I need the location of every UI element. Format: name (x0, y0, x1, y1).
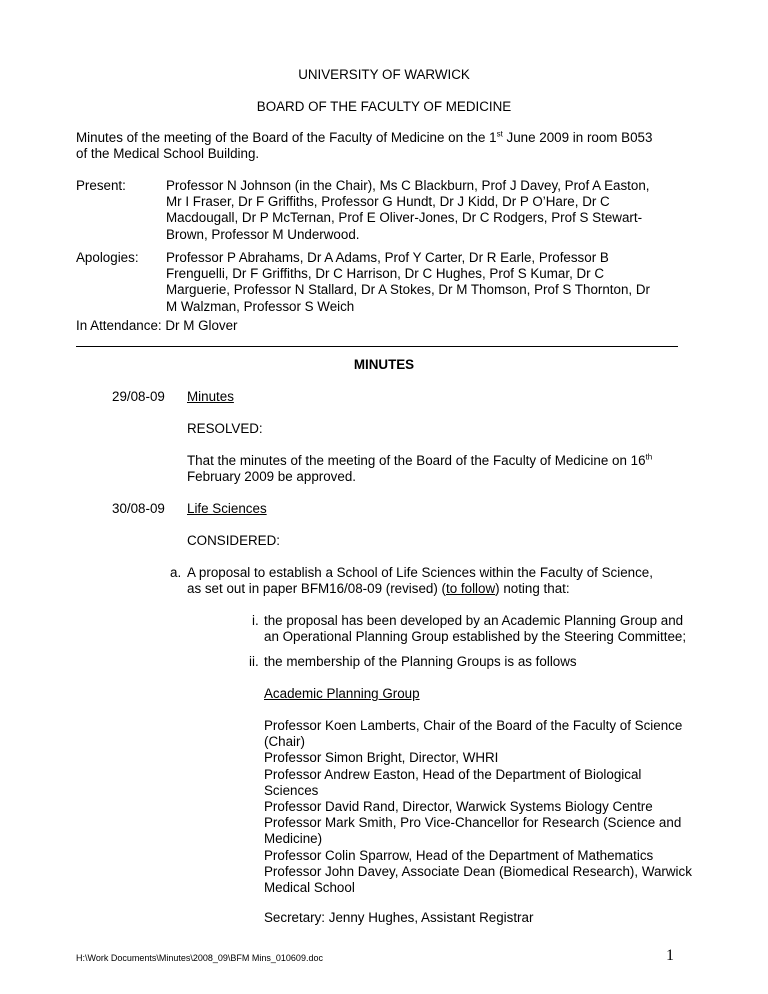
point-a-line-1: A proposal to establish a School of Life Sciences within the Faculty of Science, (187, 565, 653, 580)
point-ii-marker: ii. (249, 654, 259, 669)
intro-line-1 (76, 130, 652, 146)
member-line: Professor John Davey, Associate Dean (Biomedical Research), Warwick (264, 863, 692, 879)
present-line: Macdougall, Dr P McTernan, Prof E Oliver-Jones, Dr C Rodgers, Prof S Stewart- (166, 210, 643, 226)
present-line: Professor N Johnson (in the Chair), Ms C Blackburn, Prof J Davey, Prof A Easton, (166, 178, 650, 193)
secretary-line: Secretary: Jenny Hughes, Assistant Registrar (264, 910, 534, 925)
present-list (166, 178, 650, 243)
member-line: Professor Andrew Easton, Head of the Department of Biological (264, 766, 642, 782)
member-line: Professor Colin Sparrow, Head of the Department of Mathematics (264, 847, 654, 863)
member-line: Professor David Rand, Director, Warwick Systems Biology Centre (264, 799, 653, 815)
apologies-list (166, 250, 650, 315)
apologies-line: Professor P Abrahams, Dr A Adams, Prof Y Carter, Dr R Earle, Professor B (166, 250, 609, 265)
intro-sup: st (496, 129, 503, 139)
board-title: BOARD OF THE FACULTY OF MEDICINE (256, 99, 512, 114)
point-a-text: as set out in paper BFM16/08-09 (revised) ( (187, 581, 447, 596)
apologies-line: Frenguelli, Dr F Griffiths, Dr C Harrison, Dr C Hughes, Prof S Kumar, Dr C (166, 266, 605, 282)
item-title: Life Sciences (187, 501, 267, 516)
present-label: Present: (76, 178, 126, 193)
member-list (264, 718, 692, 896)
item-number: 29/08-09 (112, 389, 165, 404)
resolution-line-1 (187, 453, 652, 469)
resolution-text: That the minutes of the meeting of the Board of the Faculty of Medicine on 16 (187, 453, 646, 468)
resolved-label: RESOLVED: (187, 421, 263, 436)
to-follow-text: to follow (446, 581, 496, 596)
point-a-text-end: ) noting that: (495, 581, 570, 596)
item-title: Minutes (187, 389, 234, 404)
divider (76, 346, 678, 347)
member-line: (Chair) (264, 734, 305, 750)
member-line: Medical School (264, 880, 355, 896)
point-a-line-2 (187, 581, 570, 597)
intro-line-2: of the Medical School Building. (76, 146, 260, 161)
member-line: Medicine) (264, 831, 323, 847)
intro-text-a: Minutes of the meeting of the Board of the Faculty of Medicine on the 1 (76, 130, 497, 145)
group-title: Academic Planning Group (264, 686, 420, 701)
member-line: Professor Koen Lamberts, Chair of the Board of the Faculty of Science (264, 718, 683, 733)
resolution-line-2: February 2009 be approved. (187, 469, 356, 484)
file-path: H:\Work Documents\Minutes\2008_09\BFM Mins_010609.doc (76, 953, 323, 963)
point-ii-line: the membership of the Planning Groups is as follows (264, 654, 577, 669)
point-i-line-1: the proposal has been developed by an Academic Planning Group and (264, 613, 684, 628)
point-i-marker: i. (252, 613, 259, 628)
attendance: In Attendance: Dr M Glover (76, 318, 238, 333)
member-line: Professor Mark Smith, Pro Vice-Chancellor for Research (Science and (264, 815, 682, 831)
intro-text-b: June 2009 in room B053 (502, 130, 653, 145)
apologies-label: Apologies: (76, 250, 139, 265)
minutes-heading: MINUTES (353, 357, 415, 372)
present-line: Mr I Fraser, Dr F Griffiths, Professor G Hundt, Dr J Kidd, Dr P O’Hare, Dr C (166, 194, 610, 210)
page-number: 1 (666, 947, 674, 964)
present-line: Brown, Professor M Underwood. (166, 226, 360, 242)
member-line: Professor Simon Bright, Director, WHRI (264, 750, 499, 766)
point-i-line-2: an Operational Planning Group established by the Steering Committee; (264, 629, 687, 644)
resolution-sup: th (645, 452, 653, 462)
item-number: 30/08-09 (112, 501, 165, 516)
point-a-marker: a. (170, 565, 182, 580)
university-title: UNIVERSITY OF WARWICK (298, 67, 470, 82)
member-line: Sciences (264, 782, 319, 798)
apologies-line: M Walzman, Professor S Weich (166, 298, 355, 314)
considered-label: CONSIDERED: (187, 533, 281, 548)
apologies-line: Marguerie, Professor N Stallard, Dr A Stokes, Dr M Thomson, Prof S Thornton, Dr (166, 282, 650, 298)
